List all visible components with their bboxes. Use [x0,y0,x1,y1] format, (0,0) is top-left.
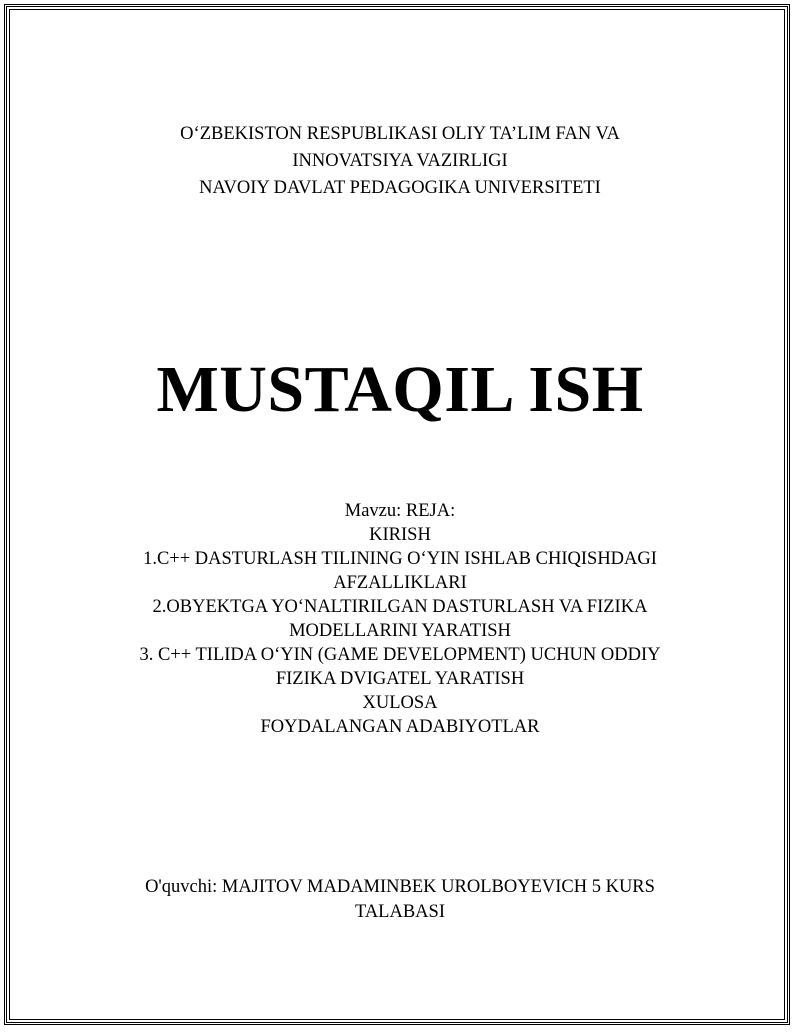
student-line-1: O'quvchi: MAJITOV MADAMINBEK UROLBOYEVICH 5 KURS [145,877,655,897]
plan-item-intro: KIRISH [369,525,431,545]
ministry-header [0,121,800,202]
student-line-2: TALABASI [355,902,445,922]
plan-item-3-line-1: 3. C++ TILIDA O‘YIN (GAME DEVELOPMENT) UCHUN ODDIY [139,645,661,665]
topic-plan [0,499,800,739]
plan-item-3-line-2: FIZIKA DVIGATEL YARATISH [275,669,525,689]
plan-item-2-line-1: 2.OBYEKTGA YO‘NALTIRILGAN DASTURLASH VA FIZIKA [152,597,648,617]
university-name: NAVOIY DAVLAT PEDAGOGIKA UNIVERSITETI [199,178,601,198]
ministry-line-1: O‘ZBEKISTON RESPUBLIKASI OLIY TA’LIM FAN VA [180,124,620,144]
plan-item-conclusion: XULOSA [362,693,438,713]
student-info [0,875,800,925]
plan-item-2-line-2: MODELLARINI YARATISH [289,621,511,641]
plan-item-1-line-1: 1.C++ DASTURLASH TILINING O‘YIN ISHLAB CHIQISHDAGI [143,549,657,569]
plan-item-1-line-2: AFZALLIKLARI [333,573,467,593]
topic-label: Mavzu: REJA: [344,501,456,521]
document-title: MUSTAQIL ISH [156,353,644,426]
plan-item-references: FOYDALANGAN ADABIYOTLAR [260,717,540,737]
ministry-line-2: INNOVATSIYA VAZIRLIGI [292,151,508,171]
